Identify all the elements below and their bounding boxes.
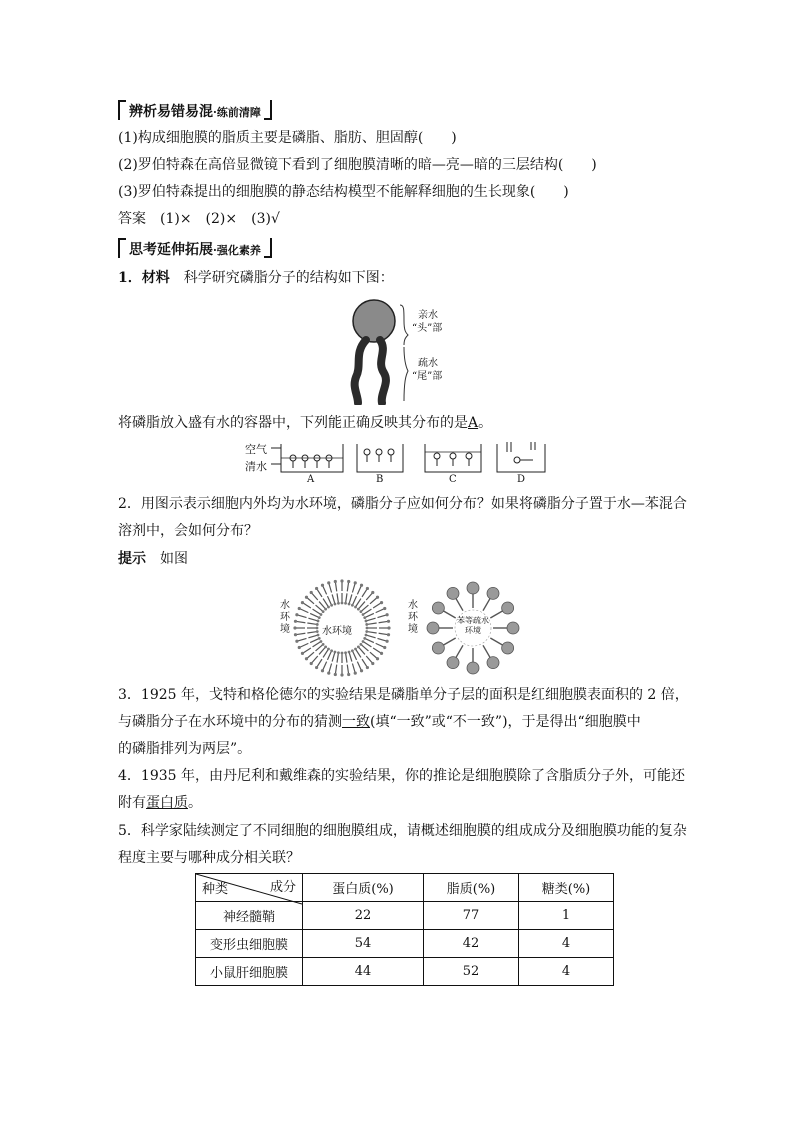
table-header-row bbox=[196, 874, 614, 902]
table-header: 脂质(%) bbox=[424, 874, 519, 902]
inner-leaflet-head bbox=[327, 606, 330, 609]
section-title: 思考延伸拓展 bbox=[129, 242, 213, 258]
inner-leaflet-head bbox=[365, 620, 368, 623]
option-a-container bbox=[281, 444, 343, 472]
outer-leaflet-head bbox=[366, 587, 369, 590]
micelle-tail bbox=[444, 638, 456, 645]
question-4-line-1: 4．1935 年，由丹尼利和戴维森的实验结果，你的推论是细胞膜除了含脂质分子外，可能还 bbox=[118, 768, 685, 784]
inner-leaflet-head bbox=[337, 602, 340, 605]
inner-leaflet-head bbox=[359, 610, 362, 613]
outer-leaflet-head bbox=[294, 620, 297, 623]
inner-leaflet-tail bbox=[362, 645, 369, 651]
table-cell: 1 bbox=[519, 902, 614, 930]
outer-leaflet-tail bbox=[357, 662, 361, 670]
inner-leaflet-tail bbox=[310, 613, 318, 617]
tail-brace bbox=[404, 347, 408, 401]
option-a-label: A bbox=[307, 474, 315, 485]
inner-leaflet-tail bbox=[366, 613, 374, 617]
outer-leaflet-head bbox=[340, 673, 343, 676]
outer-leaflet-head bbox=[380, 601, 383, 604]
inner-leaflet-head bbox=[366, 627, 369, 630]
tail-label-2: “尾”部 bbox=[412, 371, 443, 382]
micelle-head bbox=[507, 622, 519, 634]
outer-leaflet-tail bbox=[303, 603, 311, 608]
inner-leaflet-tail bbox=[327, 596, 331, 604]
inner-leaflet-tail bbox=[367, 618, 376, 621]
outer-leaflet-head bbox=[371, 591, 374, 594]
hydrophobic-tail-right bbox=[380, 340, 386, 403]
inner-leaflet-head bbox=[320, 640, 323, 643]
outer-leaflet-tail bbox=[300, 643, 308, 647]
inner-leaflet-tail bbox=[332, 594, 335, 603]
table-corner-cell bbox=[196, 874, 303, 902]
outer-leaflet-tail bbox=[352, 664, 355, 673]
option-d-label: D bbox=[517, 474, 526, 485]
outer-leaflet-head bbox=[387, 633, 390, 636]
outer-leaflet-head bbox=[383, 646, 386, 649]
table-cell: 54 bbox=[303, 930, 424, 958]
inner-leaflet-tail bbox=[346, 654, 347, 663]
inner-leaflet-tail bbox=[327, 652, 331, 660]
q4-text-end: 。 bbox=[188, 795, 202, 811]
outer-leaflet-tail bbox=[347, 582, 348, 591]
section-subtitle: ·强化素养 bbox=[213, 244, 261, 257]
outer-leaflet-head bbox=[305, 657, 308, 660]
outer-leaflet-head bbox=[315, 587, 318, 590]
inner-leaflet-tail bbox=[364, 642, 372, 647]
outer-leaflet-head bbox=[347, 673, 350, 676]
outer-leaflet-tail bbox=[373, 648, 381, 653]
inner-leaflet-head bbox=[330, 649, 333, 652]
micelle-head bbox=[447, 587, 459, 599]
inner-leaflet-head bbox=[318, 616, 321, 619]
outer-leaflet-head bbox=[334, 673, 337, 676]
inner-leaflet-head bbox=[334, 651, 337, 654]
outer-leaflet-head bbox=[334, 580, 337, 583]
fig2-inner-label-1: 苯等疏水 bbox=[457, 616, 489, 625]
outer-leaflet-head bbox=[298, 607, 301, 610]
outer-leaflet-tail bbox=[329, 584, 332, 593]
outer-leaflet-tail bbox=[323, 662, 327, 670]
q3-text: 与磷脂分子在水环境中的分布的猜测 bbox=[118, 714, 342, 730]
inner-leaflet-tail bbox=[316, 605, 323, 611]
hint-line bbox=[118, 549, 188, 569]
inner-leaflet-tail bbox=[310, 639, 318, 643]
outer-leaflet-tail bbox=[329, 664, 332, 673]
distribution-options-figure bbox=[245, 438, 555, 488]
inner-leaflet-head bbox=[348, 603, 351, 606]
outer-leaflet-head bbox=[385, 640, 388, 643]
micelle-head bbox=[487, 657, 499, 669]
inner-leaflet-tail bbox=[368, 623, 377, 624]
corner-bottom-label: 种类 bbox=[202, 882, 229, 897]
outer-leaflet-tail bbox=[298, 638, 307, 641]
inner-leaflet-tail bbox=[353, 596, 357, 604]
inner-leaflet-tail bbox=[349, 594, 352, 603]
outer-leaflet-tail bbox=[296, 633, 305, 634]
fig2-inner-label-2: 环境 bbox=[465, 626, 481, 635]
inner-leaflet-tail bbox=[319, 648, 325, 655]
outer-leaflet-head bbox=[315, 666, 318, 669]
option-c-container bbox=[425, 444, 481, 472]
outer-leaflet-head bbox=[305, 596, 308, 599]
outer-leaflet-tail bbox=[357, 586, 361, 594]
inner-leaflet-head bbox=[316, 627, 319, 630]
inner-leaflet-tail bbox=[337, 654, 338, 663]
outer-leaflet-head bbox=[294, 633, 297, 636]
question-5-line-2: 程度主要与哪种成分相关联？ bbox=[118, 850, 300, 866]
question-1-intro bbox=[118, 268, 394, 288]
prompt-end: 。 bbox=[478, 415, 493, 431]
table-header: 蛋白质(%) bbox=[303, 874, 424, 902]
head-label: 亲水 bbox=[418, 310, 438, 321]
micelle-head bbox=[432, 642, 444, 654]
inner-leaflet-head bbox=[330, 604, 333, 607]
inner-leaflet-tail bbox=[356, 599, 361, 607]
question-5-line-1: 5．科学家陆续测定了不同细胞的细胞膜组成，请概述细胞膜的组成成分及细胞膜功能的复杂 bbox=[118, 823, 687, 839]
outer-leaflet-head bbox=[310, 662, 313, 665]
outer-leaflet-tail bbox=[376, 609, 384, 613]
outer-leaflet-tail bbox=[378, 615, 387, 618]
outer-leaflet-tail bbox=[378, 638, 387, 641]
question-text: 科学研究磷脂分子的结构如下图： bbox=[183, 270, 394, 286]
phospholipid-structure-figure bbox=[340, 295, 470, 405]
table-cell: 44 bbox=[303, 958, 424, 986]
inner-leaflet-tail bbox=[346, 593, 347, 602]
judgement-item-1: (1)构成细胞膜的脂质主要是磷脂、脂肪、胆固醇( ) bbox=[118, 130, 457, 146]
q3-answer: 一致 bbox=[342, 714, 370, 730]
table-cell: 22 bbox=[303, 902, 424, 930]
inner-leaflet-head bbox=[320, 613, 323, 616]
water-label: 清水 bbox=[245, 460, 267, 473]
inner-leaflet-tail bbox=[359, 602, 365, 609]
inner-leaflet-head bbox=[362, 640, 365, 643]
question-number: 1．材料 bbox=[118, 270, 184, 286]
outer-leaflet-tail bbox=[347, 665, 348, 674]
outer-leaflet-tail bbox=[300, 609, 308, 613]
question-2-line-2: 溶剂中，会如何分布？ bbox=[118, 523, 258, 539]
judgement-item-3: (3)罗伯特森提出的细胞膜的静态结构模型不能解释细胞的生长现象( ) bbox=[118, 184, 569, 200]
outer-leaflet-head bbox=[387, 626, 390, 629]
micelle-head bbox=[432, 602, 444, 614]
inner-leaflet-tail bbox=[313, 642, 321, 647]
inner-leaflet-head bbox=[324, 645, 327, 648]
outer-leaflet-tail bbox=[352, 584, 355, 593]
inner-leaflet-tail bbox=[307, 632, 316, 633]
section-heading-extension bbox=[118, 238, 272, 262]
outer-leaflet-head bbox=[380, 652, 383, 655]
question-3-line-1: 3．1925 年，戈特和格伦德尔的实验结果是磷脂单分子层的面积是红细胞膜表面积的 2 倍， bbox=[118, 687, 689, 703]
outer-leaflet-head bbox=[387, 620, 390, 623]
inner-leaflet-tail bbox=[316, 645, 323, 651]
outer-leaflet-tail bbox=[323, 586, 327, 594]
section-heading-errors bbox=[118, 100, 272, 124]
section-subtitle: ·练前清障 bbox=[213, 106, 261, 119]
inner-leaflet-head bbox=[351, 649, 354, 652]
outer-leaflet-tail bbox=[362, 659, 367, 667]
outer-leaflet-tail bbox=[303, 648, 311, 653]
inner-leaflet-tail bbox=[364, 609, 372, 614]
micelle-head bbox=[502, 602, 514, 614]
inner-leaflet-tail bbox=[356, 650, 361, 658]
membrane-composition-table bbox=[195, 873, 614, 986]
air-label: 空气 bbox=[245, 443, 267, 456]
inner-leaflet-head bbox=[334, 603, 337, 606]
table-row bbox=[196, 958, 614, 986]
outer-leaflet-tail bbox=[335, 665, 336, 674]
outer-leaflet-tail bbox=[379, 621, 388, 622]
table-cell: 42 bbox=[424, 930, 519, 958]
inner-leaflet-tail bbox=[349, 653, 352, 662]
outer-leaflet-tail bbox=[335, 582, 336, 591]
inner-leaflet-head bbox=[341, 652, 344, 655]
inner-leaflet-head bbox=[354, 606, 357, 609]
inner-leaflet-head bbox=[327, 648, 330, 651]
inner-leaflet-tail bbox=[308, 618, 317, 621]
outer-leaflet-head bbox=[298, 646, 301, 649]
question-2-line-1: 2．用图示表示细胞内外均为水环境，磷脂分子应如何分布？如果将磷脂分子置于水—苯混合 bbox=[118, 496, 687, 512]
inner-leaflet-tail bbox=[359, 648, 365, 655]
outer-leaflet-tail bbox=[362, 589, 367, 597]
fig1-inner-label: 水环境 bbox=[322, 626, 352, 637]
option-b-label: B bbox=[376, 474, 384, 485]
micelle-tail bbox=[456, 599, 463, 611]
inner-leaflet-tail bbox=[337, 593, 338, 602]
outer-leaflet-head bbox=[340, 579, 343, 582]
table-row bbox=[196, 930, 614, 958]
outer-leaflet-head bbox=[321, 669, 324, 672]
outer-leaflet-head bbox=[301, 652, 304, 655]
table-cell: 52 bbox=[424, 958, 519, 986]
micelle-head bbox=[487, 587, 499, 599]
inner-leaflet-head bbox=[363, 637, 366, 640]
micelle-head bbox=[502, 642, 514, 654]
inner-leaflet-head bbox=[341, 602, 344, 605]
inner-leaflet-tail bbox=[323, 650, 328, 658]
outer-leaflet-tail bbox=[370, 598, 377, 604]
fig2-inner-label bbox=[451, 616, 495, 636]
micelle-head bbox=[467, 662, 479, 674]
inner-leaflet-head bbox=[324, 608, 327, 611]
table-header: 糖类(%) bbox=[519, 874, 614, 902]
hint-text: 如图 bbox=[160, 551, 188, 567]
outer-leaflet-head bbox=[354, 671, 357, 674]
inner-leaflet-tail bbox=[362, 605, 369, 611]
outer-leaflet-head bbox=[383, 607, 386, 610]
inner-leaflet-tail bbox=[332, 653, 335, 662]
micelle-tail bbox=[483, 645, 490, 657]
option-b-container bbox=[357, 444, 403, 472]
inner-leaflet-head bbox=[316, 623, 319, 626]
outer-leaflet-head bbox=[295, 613, 298, 616]
inner-leaflet-tail bbox=[367, 635, 376, 638]
table-cell: 77 bbox=[424, 902, 519, 930]
micelle-head bbox=[427, 622, 439, 634]
prompt-answer: A bbox=[468, 415, 479, 431]
prompt-text: 将磷脂放入盛有水的容器中，下列能正确反映其分布的是 bbox=[118, 415, 468, 431]
outer-leaflet-head bbox=[376, 596, 379, 599]
option-c-label: C bbox=[449, 474, 457, 485]
inner-leaflet-head bbox=[344, 651, 347, 654]
outer-leaflet-tail bbox=[312, 593, 318, 600]
distribution-figures bbox=[278, 578, 528, 678]
inner-leaflet-head bbox=[322, 643, 325, 646]
outer-leaflet-head bbox=[360, 584, 363, 587]
micelle-head bbox=[447, 657, 459, 669]
option-d-container bbox=[497, 442, 545, 472]
outer-leaflet-tail bbox=[370, 652, 377, 658]
inner-leaflet-head bbox=[344, 602, 347, 605]
inner-leaflet-head bbox=[357, 645, 360, 648]
hydrophilic-head bbox=[353, 300, 395, 342]
question-1-prompt bbox=[118, 413, 492, 433]
outer-leaflet-head bbox=[310, 591, 313, 594]
outer-leaflet-head bbox=[354, 581, 357, 584]
outer-leaflet-tail bbox=[317, 589, 322, 597]
table-cell: 4 bbox=[519, 958, 614, 986]
micelle-tail bbox=[456, 645, 463, 657]
question-4-line-2 bbox=[118, 793, 202, 813]
inner-leaflet-head bbox=[359, 643, 362, 646]
inner-leaflet-tail bbox=[308, 635, 317, 638]
inner-leaflet-tail bbox=[353, 652, 357, 660]
outer-leaflet-head bbox=[301, 601, 304, 604]
outer-leaflet-tail bbox=[379, 633, 388, 634]
outer-leaflet-tail bbox=[307, 652, 314, 658]
q4-text: 附有 bbox=[118, 795, 146, 811]
corner-top-label: 成分 bbox=[269, 880, 296, 895]
inner-leaflet-head bbox=[337, 651, 340, 654]
outer-leaflet-head bbox=[347, 580, 350, 583]
outer-leaflet-tail bbox=[296, 621, 305, 622]
outer-leaflet-head bbox=[371, 662, 374, 665]
inner-leaflet-head bbox=[317, 620, 320, 623]
inner-leaflet-head bbox=[354, 648, 357, 651]
outer-leaflet-head bbox=[360, 669, 363, 672]
inner-leaflet-tail bbox=[366, 639, 374, 643]
inner-leaflet-head bbox=[351, 604, 354, 607]
outer-leaflet-tail bbox=[376, 643, 384, 647]
inner-leaflet-head bbox=[322, 610, 325, 613]
inner-leaflet-head bbox=[363, 616, 366, 619]
inner-leaflet-tail bbox=[319, 602, 325, 609]
head-label-2: “头”部 bbox=[412, 323, 443, 334]
inner-leaflet-head bbox=[365, 630, 368, 633]
outer-leaflet-tail bbox=[366, 593, 372, 600]
fig1-outer-label: 水环境 bbox=[280, 600, 290, 635]
table-cell: 变形虫细胞膜 bbox=[196, 930, 303, 958]
judgement-item-2: (2)罗伯特森在高倍显微镜下看到了细胞膜清晰的暗—亮—暗的三层结构( ) bbox=[118, 157, 597, 173]
section-title: 辨析易错易混 bbox=[129, 104, 213, 120]
outer-leaflet-tail bbox=[366, 656, 372, 663]
head-brace bbox=[400, 305, 408, 345]
micelle-tail bbox=[490, 638, 502, 645]
inner-leaflet-head bbox=[365, 634, 368, 637]
outer-leaflet-head bbox=[295, 640, 298, 643]
inner-leaflet-head bbox=[317, 634, 320, 637]
inner-leaflet-tail bbox=[368, 632, 377, 633]
micelle-tail bbox=[483, 599, 490, 611]
outer-leaflet-tail bbox=[312, 656, 318, 663]
inner-leaflet-head bbox=[357, 608, 360, 611]
outer-leaflet-tail bbox=[373, 603, 381, 608]
outer-leaflet-head bbox=[293, 626, 296, 629]
outer-leaflet-head bbox=[385, 613, 388, 616]
outer-leaflet-head bbox=[327, 581, 330, 584]
inner-leaflet-tail bbox=[323, 599, 328, 607]
outer-leaflet-head bbox=[376, 657, 379, 660]
inner-leaflet-head bbox=[316, 630, 319, 633]
inner-leaflet-tail bbox=[313, 609, 321, 614]
fig2-outer-label: 水环境 bbox=[408, 600, 418, 635]
outer-leaflet-head bbox=[321, 584, 324, 587]
hint-label: 提示 bbox=[118, 551, 146, 567]
q3-text-end: (填“一致”或“不一致”)，于是得出“细胞膜中 bbox=[370, 714, 641, 730]
outer-leaflet-head bbox=[327, 671, 330, 674]
table-cell: 神经髓鞘 bbox=[196, 902, 303, 930]
table-cell: 小鼠肝细胞膜 bbox=[196, 958, 303, 986]
outer-leaflet-tail bbox=[298, 615, 307, 618]
inner-leaflet-head bbox=[318, 637, 321, 640]
q4-answer: 蛋白质 bbox=[146, 795, 188, 811]
inner-leaflet-head bbox=[365, 623, 368, 626]
micelle-head bbox=[467, 582, 479, 594]
question-3-line-2 bbox=[118, 712, 641, 732]
table-cell: 4 bbox=[519, 930, 614, 958]
question-3-line-3: 的磷脂排列为两层”。 bbox=[118, 741, 252, 757]
outer-leaflet-tail bbox=[317, 659, 322, 667]
answer-line: 答案 (1)× (2)× (3)√ bbox=[118, 211, 280, 227]
inner-leaflet-head bbox=[362, 613, 365, 616]
outer-leaflet-head bbox=[366, 666, 369, 669]
tail-label: 疏水 bbox=[418, 358, 438, 369]
inner-leaflet-tail bbox=[307, 623, 316, 624]
hydrophobic-tail-left bbox=[355, 340, 366, 403]
outer-leaflet-tail bbox=[307, 598, 314, 604]
inner-leaflet-head bbox=[348, 651, 351, 654]
